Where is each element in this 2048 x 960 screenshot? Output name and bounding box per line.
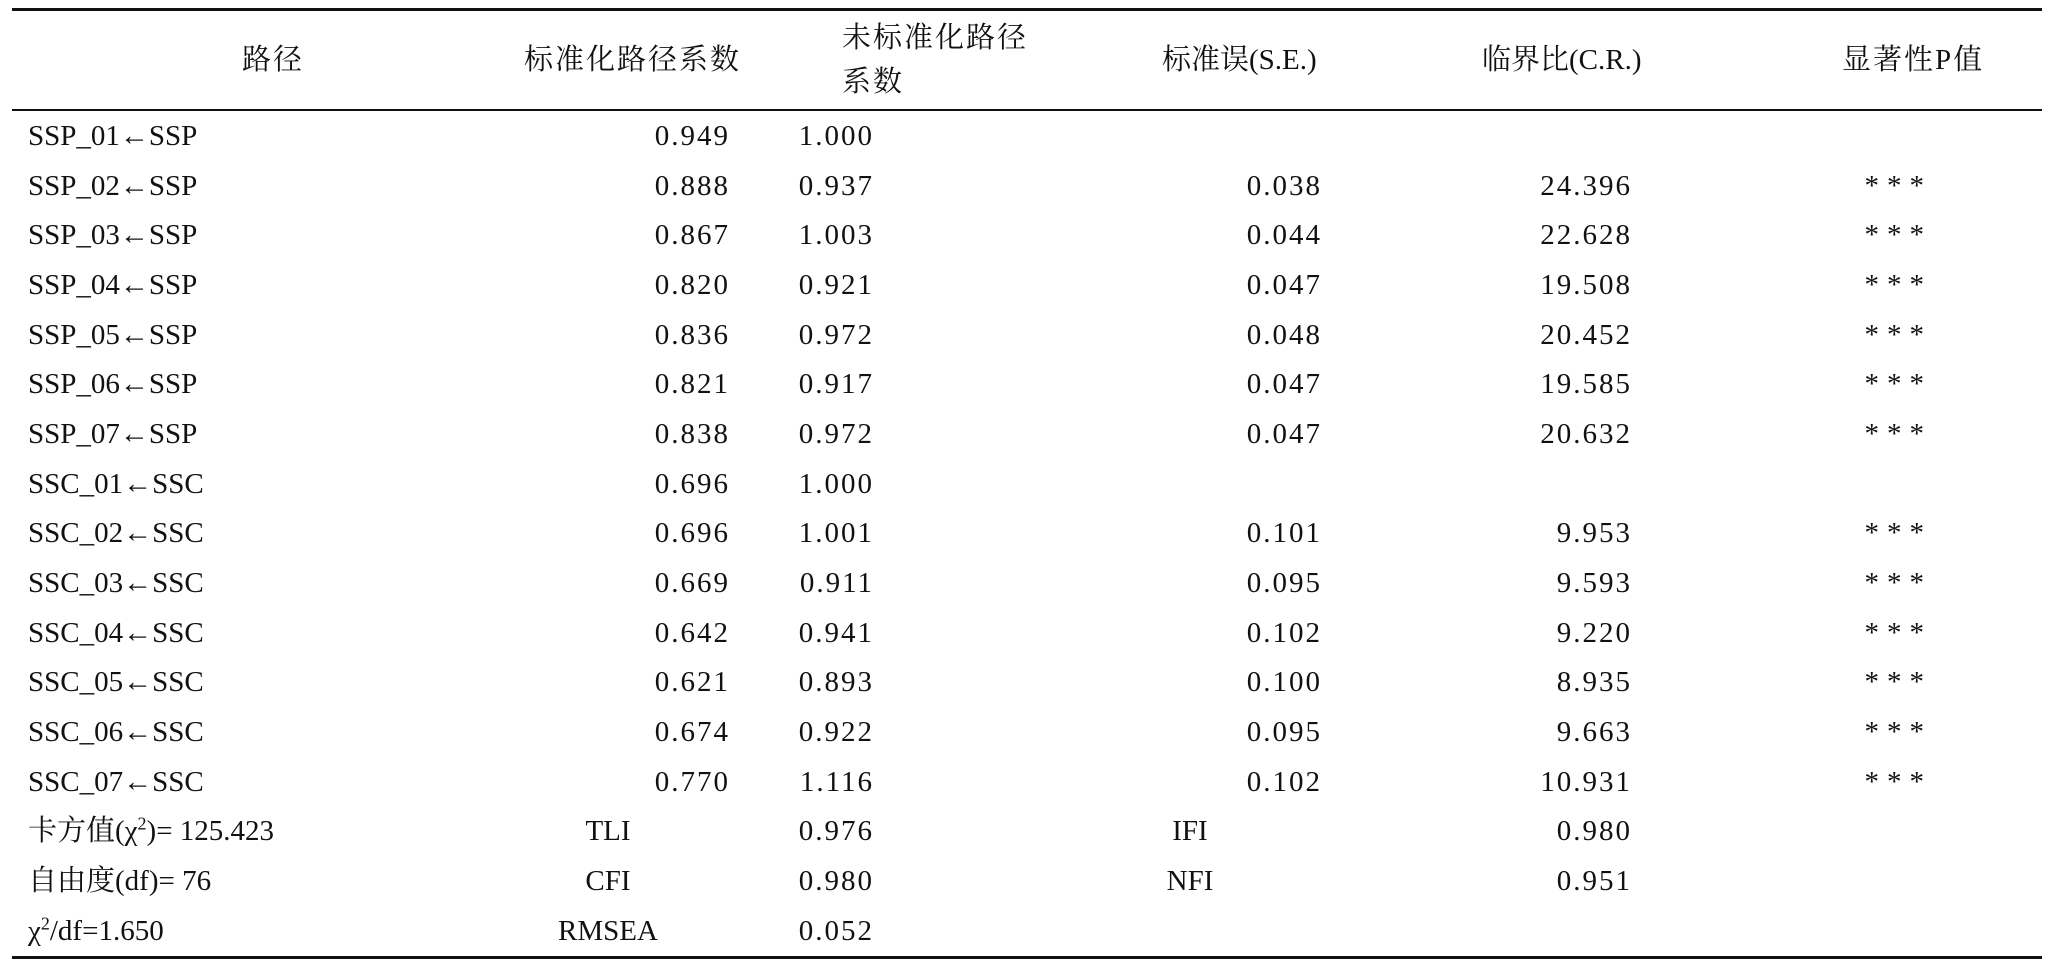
cr-cell: 20.632: [1540, 417, 1632, 450]
cr-cell: 22.628: [1540, 219, 1632, 252]
path-cell: SSP_01←SSP: [28, 119, 198, 152]
p-value-cell: ***: [1864, 169, 1932, 202]
header-se: 标准误(S.E.): [1162, 44, 1317, 76]
cr-cell: 10.931: [1540, 765, 1632, 798]
p-value-cell: ***: [1864, 765, 1932, 798]
cr-cell: 19.508: [1540, 268, 1632, 301]
se-cell: 0.038: [1246, 169, 1322, 202]
std-coef-cell: 0.642: [654, 616, 730, 649]
ifi-label: IFI: [1172, 815, 1208, 848]
table-row: [12, 310, 2042, 360]
cfi-value: 0.980: [798, 865, 874, 898]
se-cell: 0.047: [1246, 417, 1322, 450]
unstd-coef-cell: 0.911: [799, 567, 874, 600]
path-cell: SSP_06←SSP: [28, 368, 198, 401]
cr-cell: 8.935: [1556, 666, 1632, 699]
cr-cell: 9.663: [1556, 716, 1632, 749]
p-value-cell: ***: [1864, 318, 1932, 351]
p-value-cell: ***: [1864, 268, 1932, 301]
p-value-cell: ***: [1864, 417, 1932, 450]
cr-cell: 24.396: [1540, 169, 1632, 202]
header-std: 标准化路径系数: [524, 44, 742, 76]
path-cell: SSC_03←SSC: [28, 567, 204, 600]
path-cell: SSP_07←SSP: [28, 417, 198, 450]
std-coef-cell: 0.836: [654, 318, 730, 351]
rmsea-value: 0.052: [798, 914, 874, 947]
unstd-coef-cell: 1.116: [799, 765, 874, 798]
cr-cell: 20.452: [1540, 318, 1632, 351]
std-coef-cell: 0.888: [654, 169, 730, 202]
path-coefficient-table: [12, 8, 2042, 959]
cr-cell: [1352, 459, 1652, 509]
rmsea-label: RMSEA: [558, 914, 658, 947]
header-cr: 临界比(C.R.): [1482, 44, 1642, 76]
std-coef-cell: 0.696: [654, 467, 730, 500]
unstd-coef-cell: 0.921: [798, 268, 874, 301]
cr-cell: 9.220: [1556, 616, 1632, 649]
table-row: [12, 110, 2042, 161]
unstd-coef-cell: 0.972: [798, 318, 874, 351]
tli-value: 0.976: [798, 815, 874, 848]
cfi-label: CFI: [585, 865, 631, 898]
cr-cell: [1352, 110, 1652, 161]
unstd-coef-cell: 0.941: [798, 616, 874, 649]
path-cell: SSP_05←SSP: [28, 318, 198, 351]
table-row: [12, 210, 2042, 260]
fit-indices: [12, 807, 2042, 958]
table-row: [12, 757, 2042, 807]
std-coef-cell: 0.696: [654, 517, 730, 550]
table-row: [12, 558, 2042, 608]
path-cell: SSP_03←SSP: [28, 219, 198, 252]
se-cell: [1052, 459, 1352, 509]
std-coef-cell: 0.820: [654, 268, 730, 301]
std-coef-cell: 0.669: [654, 567, 730, 600]
table-row: [12, 608, 2042, 658]
p-value-cell: ***: [1864, 368, 1932, 401]
path-cell: SSC_07←SSC: [28, 765, 204, 798]
std-coef-cell: 0.821: [654, 368, 730, 401]
unstd-coef-cell: 1.001: [798, 517, 874, 550]
unstd-coef-cell: 1.000: [798, 119, 874, 152]
p-value-cell: ***: [1864, 219, 1932, 252]
se-cell: 0.095: [1246, 716, 1322, 749]
unstd-coef-cell: 0.917: [798, 368, 874, 401]
path-cell: SSC_01←SSC: [28, 467, 204, 500]
cr-cell: 9.953: [1556, 517, 1632, 550]
tli-label: TLI: [585, 815, 631, 848]
std-coef-cell: 0.674: [654, 716, 730, 749]
degrees-of-freedom: 自由度(df)= 76: [28, 865, 212, 898]
table-row: [12, 359, 2042, 409]
path-cell: SSC_05←SSC: [28, 666, 204, 699]
p-value-cell: ***: [1864, 666, 1932, 699]
fit-row-chi: [12, 807, 2042, 857]
chi-square-value: 卡方值$(\chi^2)= 125.423$: [28, 813, 275, 848]
nfi-label: NFI: [1166, 865, 1214, 898]
header-unstd: 未标准化路径系数: [842, 22, 1029, 98]
table-row: [12, 658, 2042, 708]
p-value-cell: ***: [1864, 616, 1932, 649]
results-table: [12, 8, 2042, 959]
header-row: [12, 10, 2042, 111]
header-path: 路径: [242, 44, 305, 76]
se-cell: 0.102: [1246, 616, 1322, 649]
se-cell: 0.095: [1246, 567, 1322, 600]
std-coef-cell: 0.838: [654, 417, 730, 450]
std-coef-cell: 0.770: [654, 765, 730, 798]
se-cell: 0.047: [1246, 268, 1322, 301]
p-value-cell: [1652, 110, 2042, 161]
table-row: [12, 161, 2042, 211]
cr-cell: 19.585: [1540, 368, 1632, 401]
se-cell: 0.101: [1246, 517, 1322, 550]
std-coef-cell: 0.867: [654, 219, 730, 252]
path-cell: SSP_04←SSP: [28, 268, 198, 301]
se-cell: 0.044: [1246, 219, 1322, 252]
fit-row-ratio: [12, 906, 2042, 957]
p-value-cell: ***: [1864, 567, 1932, 600]
header-p: 显著性P值: [1842, 44, 1985, 76]
table-body: [12, 110, 2042, 807]
std-coef-cell: 0.621: [654, 666, 730, 699]
unstd-coef-cell: 1.003: [798, 219, 874, 252]
path-cell: SSC_02←SSC: [28, 517, 204, 550]
table-row: [12, 260, 2042, 310]
se-cell: 0.048: [1246, 318, 1322, 351]
table-row: [12, 409, 2042, 459]
table-row: [12, 509, 2042, 559]
fit-row-df: [12, 856, 2042, 906]
table-row: [12, 707, 2042, 757]
p-value-cell: ***: [1864, 517, 1932, 550]
unstd-coef-cell: 0.922: [798, 716, 874, 749]
se-cell: 0.047: [1246, 368, 1322, 401]
p-value-cell: ***: [1864, 716, 1932, 749]
se-cell: 0.102: [1246, 765, 1322, 798]
table-row: [12, 459, 2042, 509]
se-cell: 0.100: [1246, 666, 1322, 699]
std-coef-cell: 0.949: [654, 119, 730, 152]
path-cell: SSP_02←SSP: [28, 169, 198, 202]
path-cell: SSC_06←SSC: [28, 716, 204, 749]
chi-df-ratio: $\chi^2/df=1.650$: [28, 913, 164, 947]
unstd-coef-cell: 0.937: [798, 169, 874, 202]
p-value-cell: [1652, 459, 2042, 509]
cr-cell: 9.593: [1556, 567, 1632, 600]
unstd-coef-cell: 1.000: [798, 467, 874, 500]
se-cell: [1052, 110, 1352, 161]
nfi-value: 0.951: [1556, 865, 1632, 898]
ifi-value: 0.980: [1556, 815, 1632, 848]
unstd-coef-cell: 0.893: [798, 666, 874, 699]
unstd-coef-cell: 0.972: [798, 417, 874, 450]
path-cell: SSC_04←SSC: [28, 616, 204, 649]
